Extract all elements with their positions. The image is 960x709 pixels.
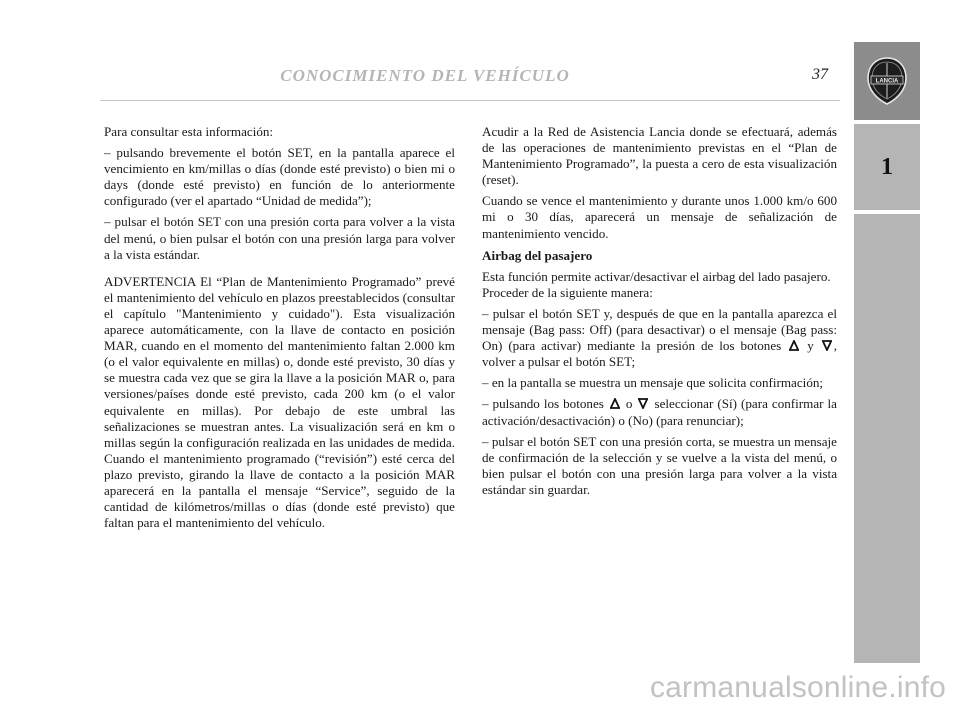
paragraph-line: Esta función permite activar/desactivar el airbag del lado pasajero. xyxy=(482,268,831,284)
triangle-up-icon xyxy=(610,398,620,409)
text-run: seleccionar (Sí) (para confirmar la activación/desactivación) o (No) (para renunciar); xyxy=(482,396,837,428)
text-run: , volver a pulsar el botón SET; xyxy=(482,338,837,370)
watermark: carmanualsonline.info xyxy=(649,671,946,704)
chapter-number: 1 xyxy=(881,153,893,180)
paragraph xyxy=(482,396,837,428)
logo-text: LANCIA xyxy=(875,78,899,85)
text-run: – pulsando los botones xyxy=(482,396,604,412)
paragraph: Cuando se vence el mantenimiento y durante unos 1.000 km/o 600 mi o 30 días, aparecerá un mensaje de señalización de mantenimiento vencido. xyxy=(482,193,837,241)
triangle-down-icon xyxy=(638,398,648,409)
header-divider xyxy=(100,100,840,101)
paragraph: – pulsando brevemente el botón SET, en la pantalla aparece el vencimiento en km/millas o días (donde esté previsto) o bien mi o days (donde esté previsto) en función de lo anteriormente configurado (ver el apartado “Unidad de medida”); xyxy=(104,145,455,209)
text-run: o xyxy=(625,396,633,412)
paragraph: – pulsar el botón SET con una presión corta para volver a la vista del menú, o bien pulsar el botón con una presión larga para volver a la vista estándar. xyxy=(104,214,455,262)
triangle-up-icon xyxy=(789,340,799,351)
page-header xyxy=(0,66,850,96)
paragraph: Acudir a la Red de Asistencia Lancia donde se efectuará, además de las operaciones de mantenimiento previstas en el “Plan de Mantenimiento Programado”, la puesta a cero de esta visualización (reset). xyxy=(482,124,837,188)
sidebar-strip xyxy=(854,214,920,663)
paragraph xyxy=(482,269,837,301)
right-column xyxy=(482,124,837,503)
chapter-title: CONOCIMIENTO DEL VEHÍCULO xyxy=(280,66,570,85)
chapter-sidebar xyxy=(854,42,920,663)
left-column xyxy=(104,124,455,536)
text-run: y xyxy=(807,338,814,354)
paragraph: – en la pantalla se muestra un mensaje que solicita confirmación; xyxy=(482,375,824,391)
lancia-shield-icon xyxy=(867,57,907,105)
warning-paragraph: ADVERTENCIA El “Plan de Mantenimiento Programado” prevé el mantenimiento del vehículo en plazos preestablecidos (consultar el capítulo "Mantenimiento y cuidado"). Esta visualización aparece automáticamente, con la llave de contacto en posición MAR, cuando en el momento del mantenimiento faltan 2.000 km (o el valor equivalente en millas) o, donde esté previsto, 30 días y se muestra cada vez que se gira la llave a la posición MAR o, para versiones/países donde esté previsto, cada 200 km (o el valor equivalente en millas). Por debajo de este umbral las señalizaciones se muestran antes. La visualización será en km o millas según la configuración realizada en las unidades de medida. Cuando el mantenimiento programado (“revisión”) esté cerca del plazo previsto, girando la llave de contacto a la posición MAR aparecerá en la pantalla el mensaje “Service”, seguido de la cantidad de kilómetros/millas o días (donde esté previsto) que faltan para el mantenimiento del vehículo. xyxy=(104,273,455,531)
paragraph-line: Proceder de la siguiente manera: xyxy=(482,284,653,300)
paragraph: Para consultar esta información: xyxy=(104,124,274,139)
triangle-down-icon xyxy=(822,340,832,351)
paragraph xyxy=(482,306,837,370)
section-heading: Airbag del pasajero xyxy=(482,247,593,263)
chapter-tab[interactable] xyxy=(854,124,920,210)
paragraph: – pulsar el botón SET con una presión corta, se muestra un mensaje de confirmación de la selección y se vuelve a la vista del menú, o bien pulsar el botón con una presión larga para volver a la vista estándar sin guardar. xyxy=(482,433,837,497)
logo-box xyxy=(854,42,920,120)
text-run: – pulsar el botón SET y, después de que en la pantalla aparezca el mensaje (Bag pass: Off) (para desactivar) o el mensaje (Bag pass: On) (para activar) mediante la presión de los botones xyxy=(482,305,837,354)
page-number: 37 xyxy=(812,66,828,83)
